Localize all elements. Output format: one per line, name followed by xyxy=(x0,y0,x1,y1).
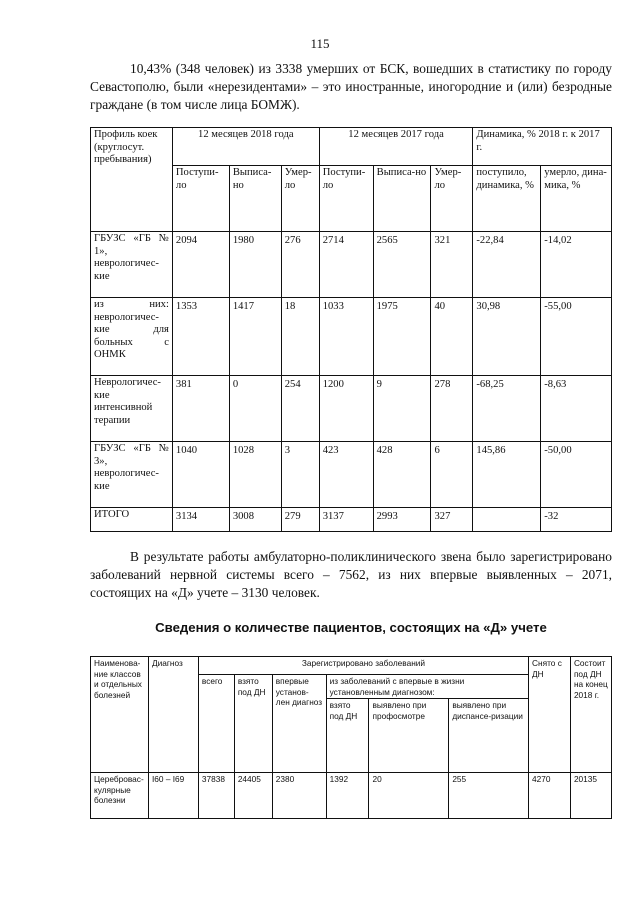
cell-discharged-2018: 0 xyxy=(229,376,281,442)
header-profile: Профиль коек (круглосут. пребывания) xyxy=(91,128,173,232)
header-total: всего xyxy=(198,675,234,773)
table-row xyxy=(91,442,612,508)
header-dyn-died: умерло, дина-мика, % xyxy=(541,166,612,232)
header-registered: Зарегистрировано заболеваний xyxy=(198,657,528,675)
header-first: впервые установ-лен диагноз xyxy=(272,675,326,773)
row-profile: из них: неврологичес-кие для больных с ОНМК xyxy=(91,298,173,376)
cell-dyn-died: -8,63 xyxy=(541,376,612,442)
header-prof: выявлено при профосмотре xyxy=(369,699,449,773)
table-row-total xyxy=(91,508,612,532)
patients-table xyxy=(90,656,612,819)
cell-admitted-2018: 1040 xyxy=(172,442,229,508)
cell-died-2018: 279 xyxy=(281,508,319,532)
cell-dyn-admitted: -68,25 xyxy=(473,376,541,442)
cell-prof: 20 xyxy=(369,773,449,819)
row-profile: ГБУЗС «ГБ № 1», неврологичес-кие xyxy=(91,232,173,298)
cell-first: 2380 xyxy=(272,773,326,819)
cell-discharged-2017: 428 xyxy=(373,442,431,508)
cell-discharged-2018: 1417 xyxy=(229,298,281,376)
section-heading: Сведения о количестве пациентов, состоящих на «Д» учете xyxy=(155,620,547,635)
result-paragraph: В результате работы амбулаторно-поликлинического звена было зарегистрировано заболеваний нервной системы всего – 7562, из них впервые выявленных – 2071, состоящих на «Д» учете – 3130 человек. xyxy=(90,549,612,600)
cell-taken: 24405 xyxy=(234,773,272,819)
header-diagnosis: Диагноз xyxy=(148,657,198,773)
header-discharged-2017: Выписа-но xyxy=(373,166,431,232)
cell-admitted-2017: 423 xyxy=(319,442,373,508)
cell-discharged-2017: 1975 xyxy=(373,298,431,376)
header-of-first: из заболеваний с впервые в жизни установленным диагнозом: xyxy=(326,675,528,699)
cell-admitted-2018: 1353 xyxy=(172,298,229,376)
header-first-taken: взято под ДН xyxy=(326,699,369,773)
header-removed: Снято с ДН xyxy=(529,657,571,773)
cell-died-2017: 278 xyxy=(431,376,473,442)
header-discharged-2018: Выписа-но xyxy=(229,166,281,232)
cell-removed: 4270 xyxy=(529,773,571,819)
header-on-record: Состоит под ДН на конец 2018 г. xyxy=(570,657,611,773)
header-disp: выявлено при диспансе-ризации xyxy=(449,699,529,773)
cell-total: 37838 xyxy=(198,773,234,819)
cell-discharged-2017: 2993 xyxy=(373,508,431,532)
cell-discharged-2017: 2565 xyxy=(373,232,431,298)
cell-died-2017: 327 xyxy=(431,508,473,532)
cell-died-2017: 321 xyxy=(431,232,473,298)
cell-dyn-admitted: -22,84 xyxy=(473,232,541,298)
cell-admitted-2018: 3134 xyxy=(172,508,229,532)
row-profile: Неврологичес-кие интенсивной терапии xyxy=(91,376,173,442)
beds-table xyxy=(90,127,612,532)
row-profile: ИТОГО xyxy=(91,508,173,532)
cell-dyn-admitted: 145,86 xyxy=(473,442,541,508)
cell-discharged-2018: 1980 xyxy=(229,232,281,298)
cell-admitted-2018: 381 xyxy=(172,376,229,442)
cell-admitted-2017: 1033 xyxy=(319,298,373,376)
table-row xyxy=(91,298,612,376)
header-period-2017: 12 месяцев 2017 года xyxy=(319,128,473,166)
cell-on-record: 20135 xyxy=(570,773,611,819)
header-died-2017: Умер-ло xyxy=(431,166,473,232)
table-row xyxy=(91,773,612,819)
intro-paragraph: 10,43% (348 человек) из 3338 умерших от БСК, вошедших в статистику по городу Севастополю, были «нерезидентами» – это иностранные, иногородние и (или) безродные граждане (в том числе лица БОМЖ). xyxy=(90,61,612,112)
cell-dyn-admitted xyxy=(473,508,541,532)
row-class-name: Цереброваc-кулярные болезни xyxy=(91,773,149,819)
cell-died-2017: 6 xyxy=(431,442,473,508)
cell-dyn-died: -14,02 xyxy=(541,232,612,298)
cell-discharged-2017: 9 xyxy=(373,376,431,442)
cell-disp: 255 xyxy=(449,773,529,819)
cell-discharged-2018: 3008 xyxy=(229,508,281,532)
cell-died-2018: 276 xyxy=(281,232,319,298)
header-dynamics: Динамика, % 2018 г. к 2017 г. xyxy=(473,128,612,166)
row-profile: ГБУЗС «ГБ № 3», неврологичес-кие xyxy=(91,442,173,508)
cell-dyn-died: -55,00 xyxy=(541,298,612,376)
header-dyn-admitted: поступило, динамика, % xyxy=(473,166,541,232)
header-admitted-2018: Поступи-ло xyxy=(172,166,229,232)
table-row xyxy=(91,232,612,298)
cell-died-2018: 18 xyxy=(281,298,319,376)
table-row xyxy=(91,376,612,442)
cell-admitted-2017: 1200 xyxy=(319,376,373,442)
header-period-2018: 12 месяцев 2018 года xyxy=(172,128,319,166)
header-died-2018: Умер-ло xyxy=(281,166,319,232)
cell-admitted-2017: 3137 xyxy=(319,508,373,532)
cell-died-2018: 254 xyxy=(281,376,319,442)
cell-died-2018: 3 xyxy=(281,442,319,508)
cell-dyn-died: -50,00 xyxy=(541,442,612,508)
header-class-name: Наименова-ние классов и отдельных болезней xyxy=(91,657,149,773)
cell-diagnosis: I60 – I69 xyxy=(148,773,198,819)
cell-first-taken: 1392 xyxy=(326,773,369,819)
cell-died-2017: 40 xyxy=(431,298,473,376)
cell-discharged-2018: 1028 xyxy=(229,442,281,508)
header-taken: взято под ДН xyxy=(234,675,272,773)
header-admitted-2017: Поступи-ло xyxy=(319,166,373,232)
cell-admitted-2017: 2714 xyxy=(319,232,373,298)
cell-admitted-2018: 2094 xyxy=(172,232,229,298)
cell-dyn-admitted: 30,98 xyxy=(473,298,541,376)
page-number: 115 xyxy=(310,36,330,51)
cell-dyn-died: -32 xyxy=(541,508,612,532)
